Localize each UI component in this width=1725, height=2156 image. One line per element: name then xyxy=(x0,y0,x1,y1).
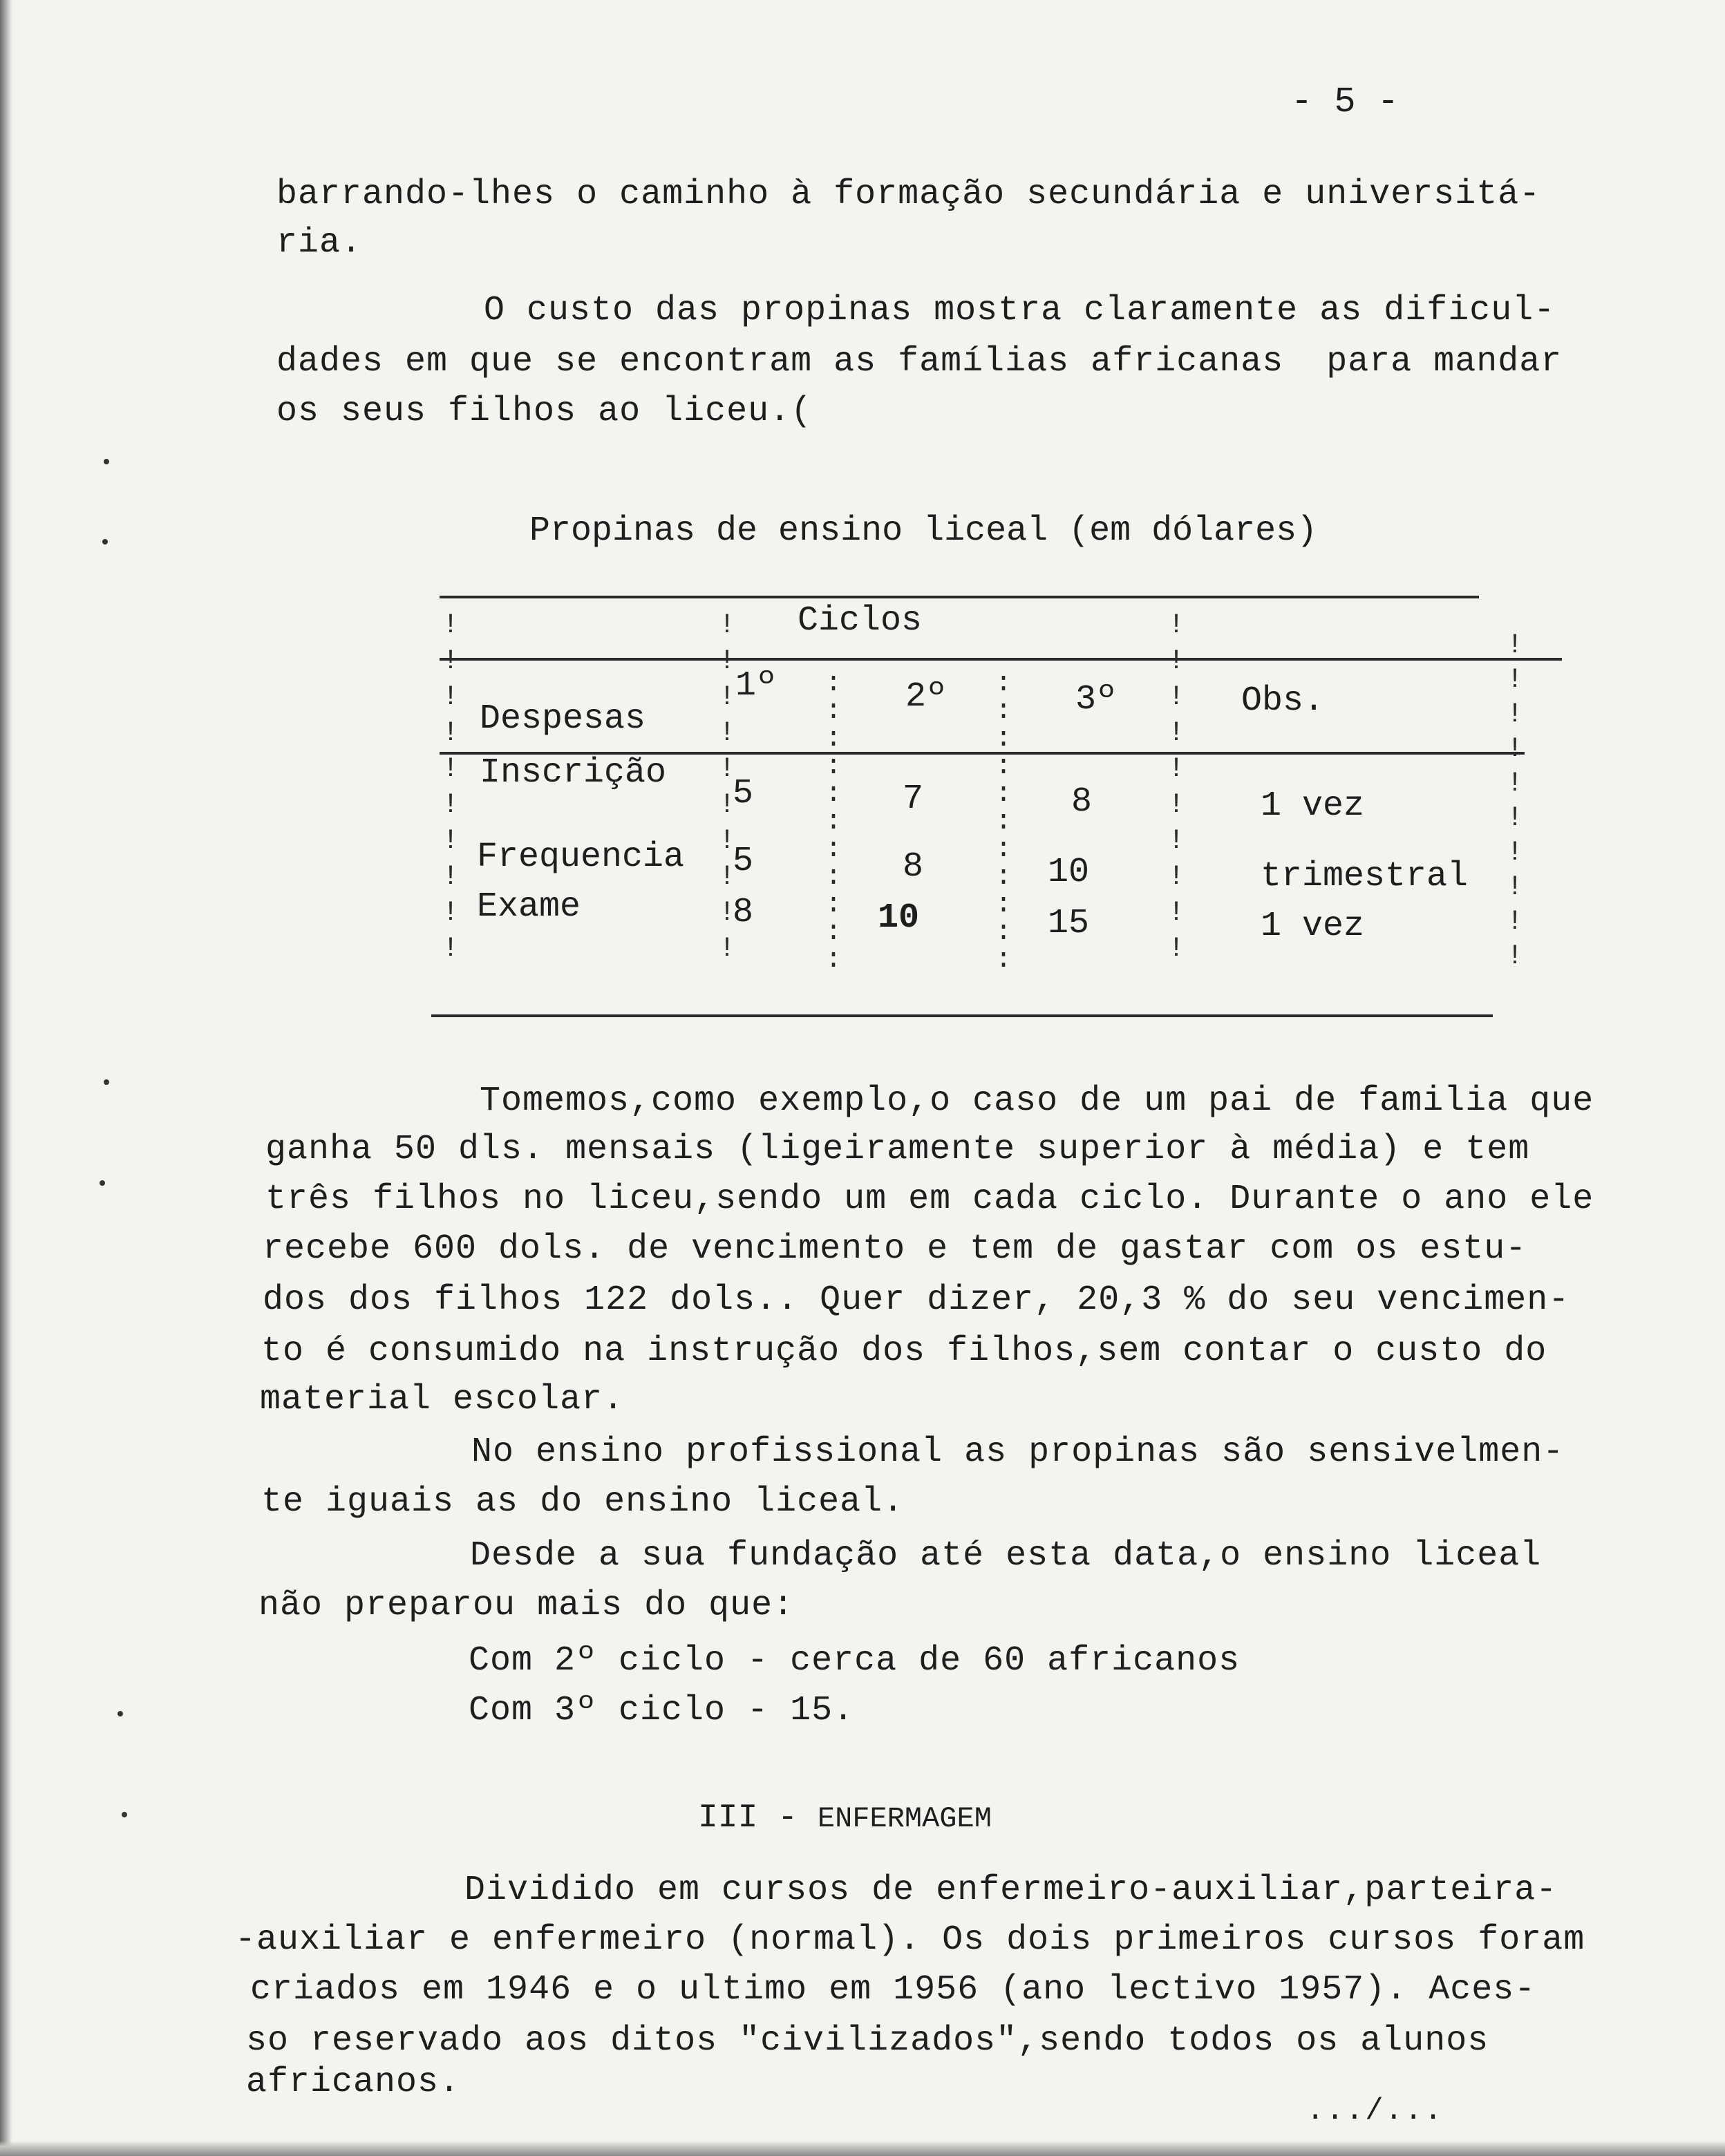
table-row-label: Inscrição xyxy=(480,753,667,793)
text-line: não preparou mais do que: xyxy=(258,1586,795,1625)
text-line: Desde a sua fundação até esta data,o ensino liceal xyxy=(470,1536,1542,1576)
text-line: africanos. xyxy=(246,2063,461,2102)
text-line: três filhos no liceu,sendo um em cada ciclo. Durante o ano ele xyxy=(265,1180,1594,1219)
table-vline: ! ! ! ! ! ! ! ! ! ! xyxy=(442,610,460,965)
table-vline: ! ! ! ! ! ! ! ! ! ! xyxy=(1507,630,1524,972)
table-cell: 1 vez xyxy=(1261,907,1365,946)
table-rule-bottom xyxy=(431,1014,1493,1017)
table-cell: 7 xyxy=(903,779,924,819)
scan-speck xyxy=(117,1711,123,1717)
text-line: O custo das propinas mostra claramente as dificul- xyxy=(484,291,1556,330)
table-row-header: Despesas xyxy=(480,699,646,739)
table-vline: : : : : : : : : : : : xyxy=(995,668,1012,976)
text-line: material escolar. xyxy=(260,1380,625,1419)
scan-edge-left xyxy=(0,0,12,2156)
section-heading xyxy=(698,1799,992,1837)
table-cell: 1 vez xyxy=(1261,786,1365,826)
table-vline: ! ! ! ! ! ! ! ! ! ! xyxy=(719,610,736,965)
table-row-label: Exame xyxy=(477,887,581,927)
scan-edge-bottom xyxy=(0,2141,1725,2156)
text-line: ganha 50 dls. mensais (ligeiramente superior à média) e tem xyxy=(265,1130,1530,1169)
scan-speck xyxy=(104,1079,109,1085)
text-line: barrando-lhes o caminho à formação secundária e universitá- xyxy=(276,175,1541,214)
text-line: Dividido em cursos de enfermeiro-auxiliar,parteira- xyxy=(464,1871,1558,1910)
scan-speck xyxy=(100,1180,105,1186)
section-title: ENFERMAGEM xyxy=(817,1802,992,1835)
table-vline: ! ! ! ! ! ! ! ! ! ! xyxy=(1168,610,1185,965)
text-line: criados em 1946 e o ultimo em 1956 (ano lectivo 1957). Aces- xyxy=(250,1970,1536,2010)
text-line: os seus filhos ao liceu.( xyxy=(276,392,813,431)
text-line: so reservado aos ditos "civilizados",sendo todos os alunos xyxy=(246,2021,1489,2061)
table-vline: : : : : : : : : : : : xyxy=(825,668,842,976)
table-cell: 10 xyxy=(878,898,920,938)
table-rule-top xyxy=(440,596,1479,598)
text-line: ria. xyxy=(276,223,363,263)
table-cell: 8 xyxy=(733,893,754,932)
list-item: Com 3º ciclo - 15. xyxy=(469,1691,855,1730)
table-cell: 8 xyxy=(903,847,924,887)
scan-speck xyxy=(122,1812,127,1817)
page-number: - 5 - xyxy=(1291,82,1399,122)
text-line: No ensino profissional as propinas são sensivelmen- xyxy=(471,1432,1565,1472)
continuation-mark: .../... xyxy=(1306,2094,1444,2128)
table-row-label: Frequencia xyxy=(477,838,685,877)
table-col-header: 1º xyxy=(735,666,777,706)
table-rule-header xyxy=(440,658,1562,661)
section-dash: - xyxy=(777,1799,798,1837)
table-col-header: 2º xyxy=(905,677,948,717)
text-line: to é consumido na instrução dos filhos,sem contar o custo do xyxy=(261,1332,1547,1371)
table-cell: 8 xyxy=(1071,782,1093,822)
text-line: -auxiliar e enfermeiro (normal). Os dois primeiros cursos foram xyxy=(235,1920,1585,1960)
table-cell: 10 xyxy=(1048,853,1090,892)
table-group-header: Ciclos xyxy=(798,601,923,641)
table-cell: 15 xyxy=(1048,904,1090,943)
scan-speck xyxy=(104,459,109,464)
text-line: recebe 600 dols. de vencimento e tem de gastar com os estu- xyxy=(263,1229,1527,1269)
table-col-header: Obs. xyxy=(1241,681,1325,721)
scan-speck xyxy=(102,539,108,545)
table-cell: 5 xyxy=(733,842,754,881)
table-cell: trimestral xyxy=(1261,857,1469,896)
text-line: te iguais as do ensino liceal. xyxy=(261,1482,905,1522)
section-number: III xyxy=(698,1799,758,1837)
table-col-header: 3º xyxy=(1075,680,1118,719)
text-line: Tomemos,como exemplo,o caso de um pai de familia que xyxy=(480,1081,1594,1121)
text-line: dos dos filhos 122 dols.. Quer dizer, 20,3 % do seu vencimen- xyxy=(263,1280,1570,1320)
table-cell: 5 xyxy=(733,774,754,813)
table-caption: Propinas de ensino liceal (em dólares) xyxy=(529,511,1318,551)
text-line: dades em que se encontram as famílias africanas para mandar xyxy=(276,342,1563,381)
list-item: Com 2º ciclo - cerca de 60 africanos xyxy=(469,1641,1241,1681)
